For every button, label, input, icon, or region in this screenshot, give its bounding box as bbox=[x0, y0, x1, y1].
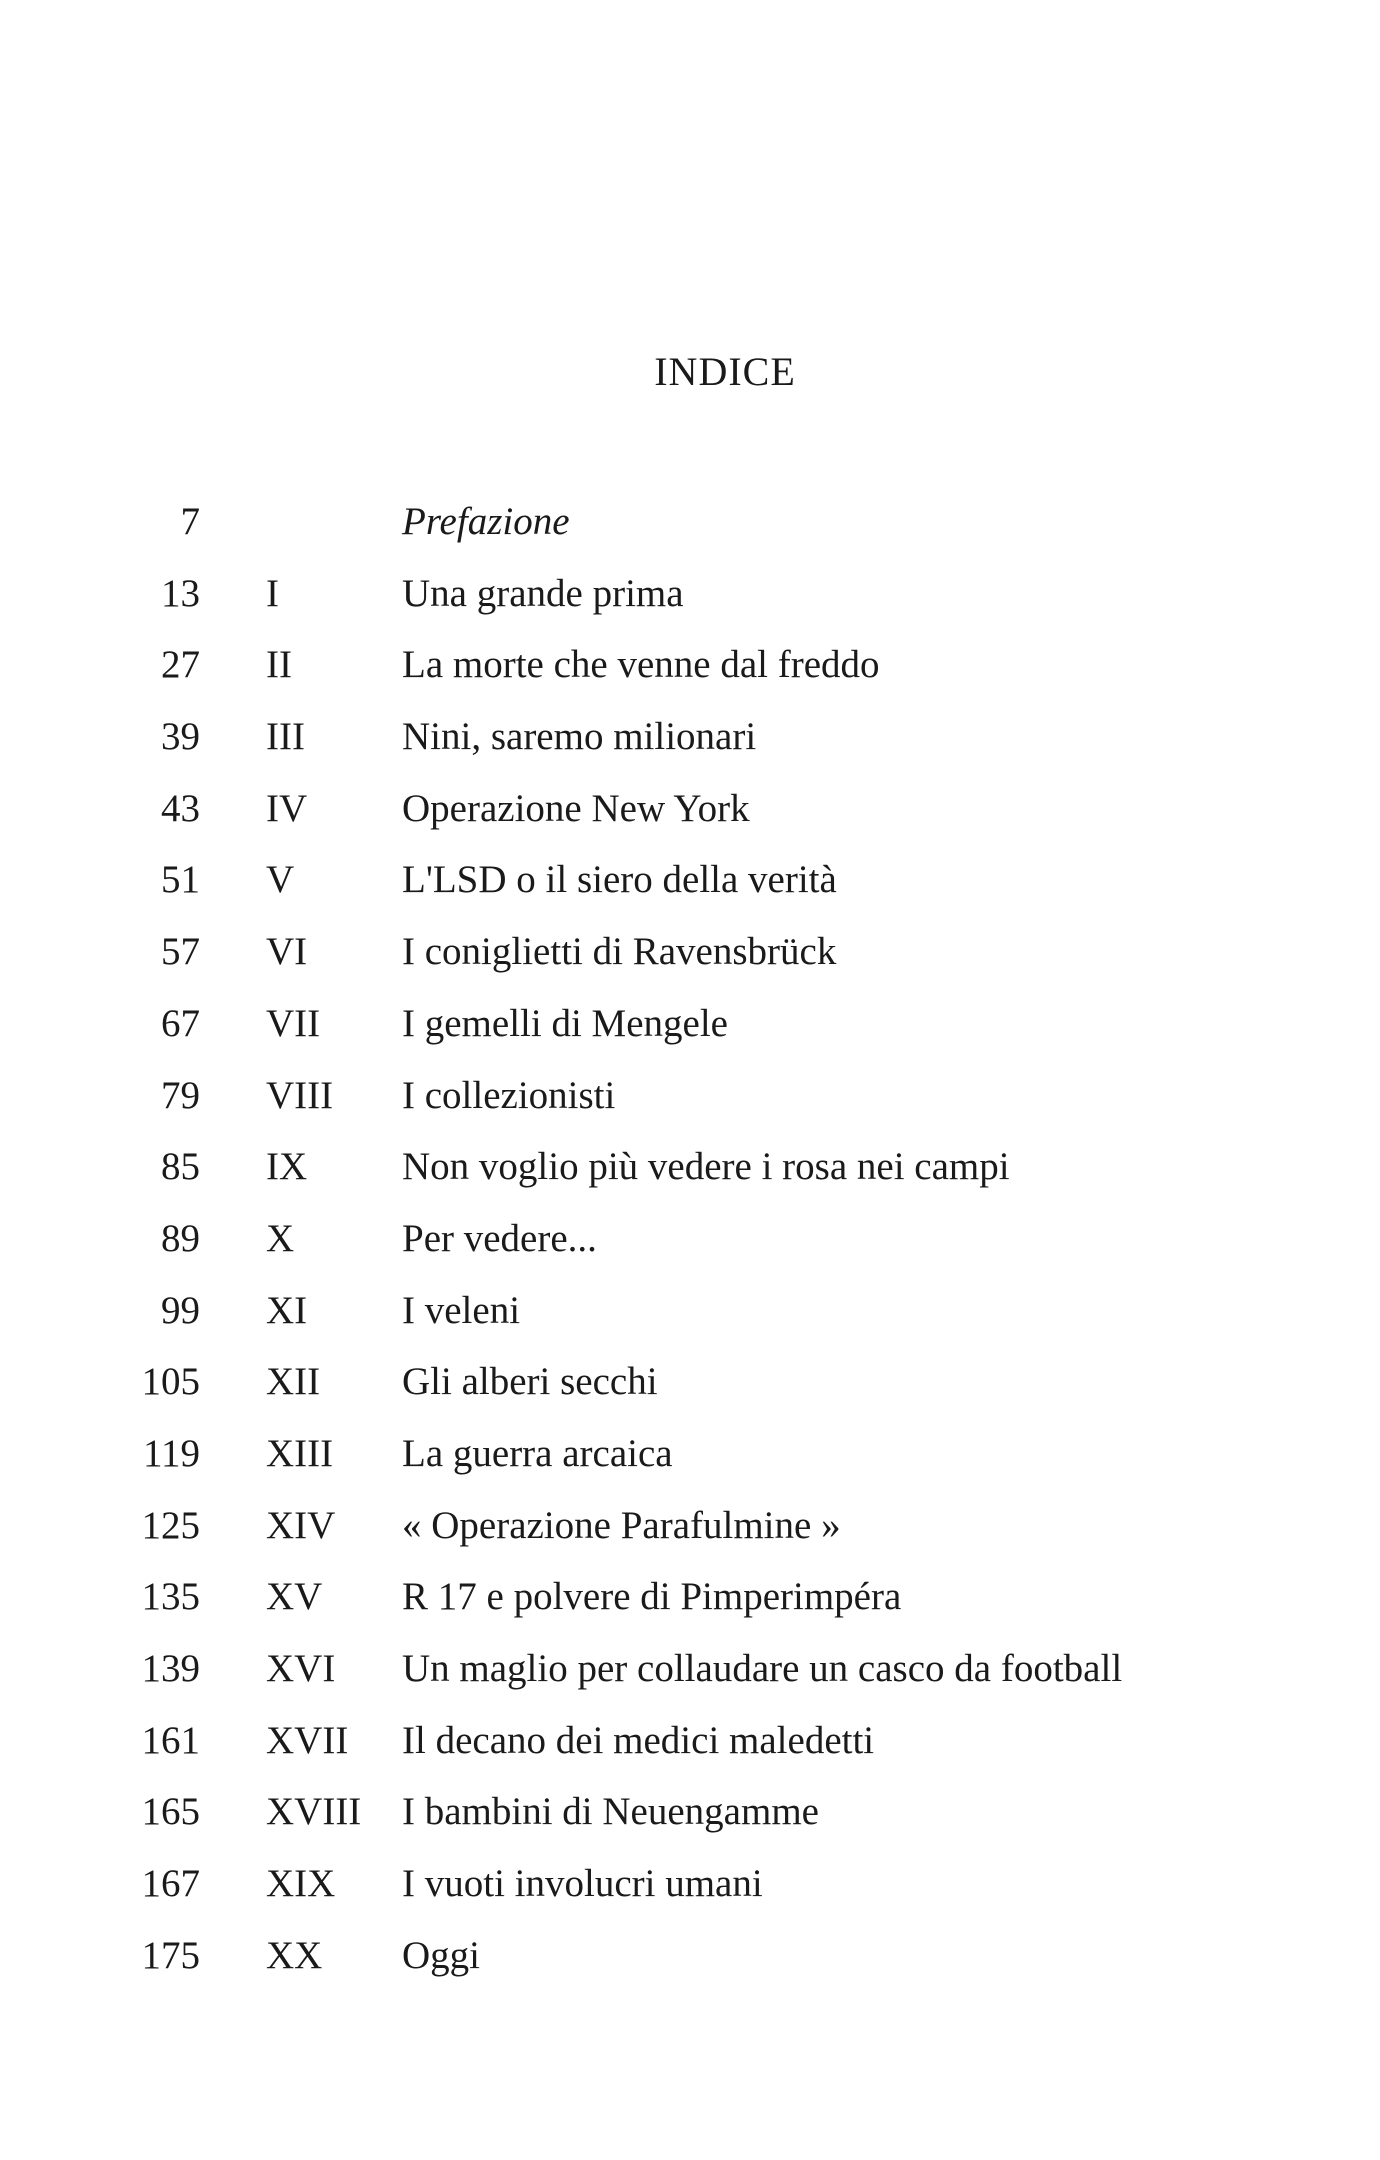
toc-chapter-title: Il decano dei medici maledetti bbox=[402, 1718, 875, 1762]
toc-row bbox=[0, 1496, 1380, 1568]
toc-page-number: 161 bbox=[141, 1718, 200, 1762]
toc-chapter-number: VIII bbox=[266, 1073, 334, 1117]
toc-chapter-number: XIX bbox=[266, 1862, 336, 1906]
toc-chapter-title: I coniglietti di Ravensbrück bbox=[402, 930, 837, 974]
toc-page-number: 175 bbox=[141, 1933, 200, 1977]
toc-chapter-title: I gemelli di Mengele bbox=[402, 1001, 728, 1045]
toc-page-number: 105 bbox=[141, 1360, 200, 1404]
toc-row bbox=[0, 1209, 1380, 1281]
toc-chapter-number: XX bbox=[266, 1933, 323, 1977]
toc-page-number: 7 bbox=[180, 500, 200, 543]
table-of-contents bbox=[0, 492, 1380, 1997]
toc-chapter-number: XI bbox=[266, 1288, 308, 1332]
toc-chapter-title: Nini, saremo milionari bbox=[402, 715, 757, 759]
toc-row bbox=[0, 1066, 1380, 1138]
toc-row bbox=[0, 922, 1380, 994]
toc-chapter-title: Prefazione bbox=[402, 500, 570, 543]
toc-row bbox=[0, 1782, 1380, 1854]
toc-chapter-number: III bbox=[266, 715, 305, 759]
toc-row bbox=[0, 1639, 1380, 1711]
toc-chapter-number: X bbox=[266, 1216, 295, 1260]
toc-page-number: 39 bbox=[161, 715, 200, 759]
toc-chapter-title: Per vedere... bbox=[402, 1216, 597, 1260]
toc-row bbox=[0, 1854, 1380, 1926]
toc-row bbox=[0, 564, 1380, 636]
toc-row bbox=[0, 1352, 1380, 1424]
toc-chapter-number: XVI bbox=[266, 1647, 336, 1690]
toc-page-number: 85 bbox=[161, 1145, 200, 1189]
toc-chapter-number: XIV bbox=[266, 1503, 336, 1547]
toc-row bbox=[0, 779, 1380, 851]
toc-page-number: 13 bbox=[161, 571, 200, 615]
toc-row bbox=[0, 1281, 1380, 1353]
toc-page-number: 51 bbox=[161, 858, 200, 902]
toc-chapter-title: I collezionisti bbox=[402, 1073, 616, 1117]
toc-chapter-number: IV bbox=[266, 786, 308, 830]
toc-chapter-number: IX bbox=[266, 1145, 308, 1189]
toc-chapter-title: Operazione New York bbox=[402, 786, 750, 830]
toc-row bbox=[0, 850, 1380, 922]
toc-page-number: 57 bbox=[161, 930, 200, 974]
toc-page-number: 135 bbox=[141, 1575, 200, 1619]
toc-row bbox=[0, 1926, 1380, 1998]
toc-chapter-number: VI bbox=[266, 930, 308, 974]
toc-chapter-title: « Operazione Parafulmine » bbox=[402, 1503, 841, 1547]
toc-chapter-title: L'LSD o il siero della verità bbox=[402, 858, 837, 902]
toc-chapter-title: Non voglio più vedere i rosa nei campi bbox=[402, 1145, 1010, 1189]
toc-row bbox=[0, 707, 1380, 779]
toc-row bbox=[0, 635, 1380, 707]
toc-chapter-title: Oggi bbox=[402, 1933, 480, 1977]
toc-chapter-title: La morte che venne dal freddo bbox=[402, 643, 880, 687]
toc-row bbox=[0, 1711, 1380, 1783]
toc-row bbox=[0, 1137, 1380, 1209]
toc-page-number: 67 bbox=[161, 1001, 200, 1045]
toc-row bbox=[0, 1424, 1380, 1496]
toc-page-number: 125 bbox=[141, 1503, 200, 1547]
toc-chapter-number: XII bbox=[266, 1360, 321, 1404]
toc-row bbox=[0, 1567, 1380, 1639]
toc-page-number: 43 bbox=[161, 786, 200, 830]
toc-chapter-number: XIII bbox=[266, 1431, 334, 1475]
toc-chapter-title: Una grande prima bbox=[402, 571, 684, 615]
toc-chapter-title: I vuoti involucri umani bbox=[402, 1862, 763, 1906]
page-title: INDICE bbox=[654, 349, 796, 394]
toc-row bbox=[0, 492, 1380, 564]
toc-chapter-title: I veleni bbox=[402, 1288, 521, 1332]
toc-chapter-number: V bbox=[266, 858, 295, 902]
toc-chapter-number: I bbox=[266, 571, 279, 615]
toc-page-number: 139 bbox=[141, 1647, 200, 1690]
toc-chapter-title: La guerra arcaica bbox=[402, 1431, 673, 1475]
toc-page-number: 119 bbox=[142, 1431, 200, 1475]
toc-chapter-title: I bambini di Neuengamme bbox=[402, 1790, 819, 1834]
toc-row bbox=[0, 994, 1380, 1066]
toc-page-number: 89 bbox=[161, 1216, 200, 1260]
toc-chapter-number: XVIII bbox=[266, 1790, 362, 1834]
toc-chapter-title: R 17 e polvere di Pimperimpéra bbox=[402, 1575, 902, 1619]
toc-chapter-number: II bbox=[266, 643, 292, 687]
toc-page-number: 167 bbox=[141, 1862, 200, 1906]
toc-page-number: 79 bbox=[161, 1073, 200, 1117]
toc-page-number: 165 bbox=[141, 1790, 200, 1834]
toc-chapter-number: VII bbox=[266, 1001, 321, 1045]
toc-chapter-number: XVII bbox=[266, 1718, 349, 1762]
toc-page-number: 27 bbox=[161, 643, 200, 687]
toc-chapter-title: Gli alberi secchi bbox=[402, 1360, 658, 1404]
toc-page-number: 99 bbox=[161, 1288, 200, 1332]
toc-chapter-title: Un maglio per collaudare un casco da football bbox=[402, 1647, 1123, 1690]
toc-chapter-number: XV bbox=[266, 1575, 323, 1619]
